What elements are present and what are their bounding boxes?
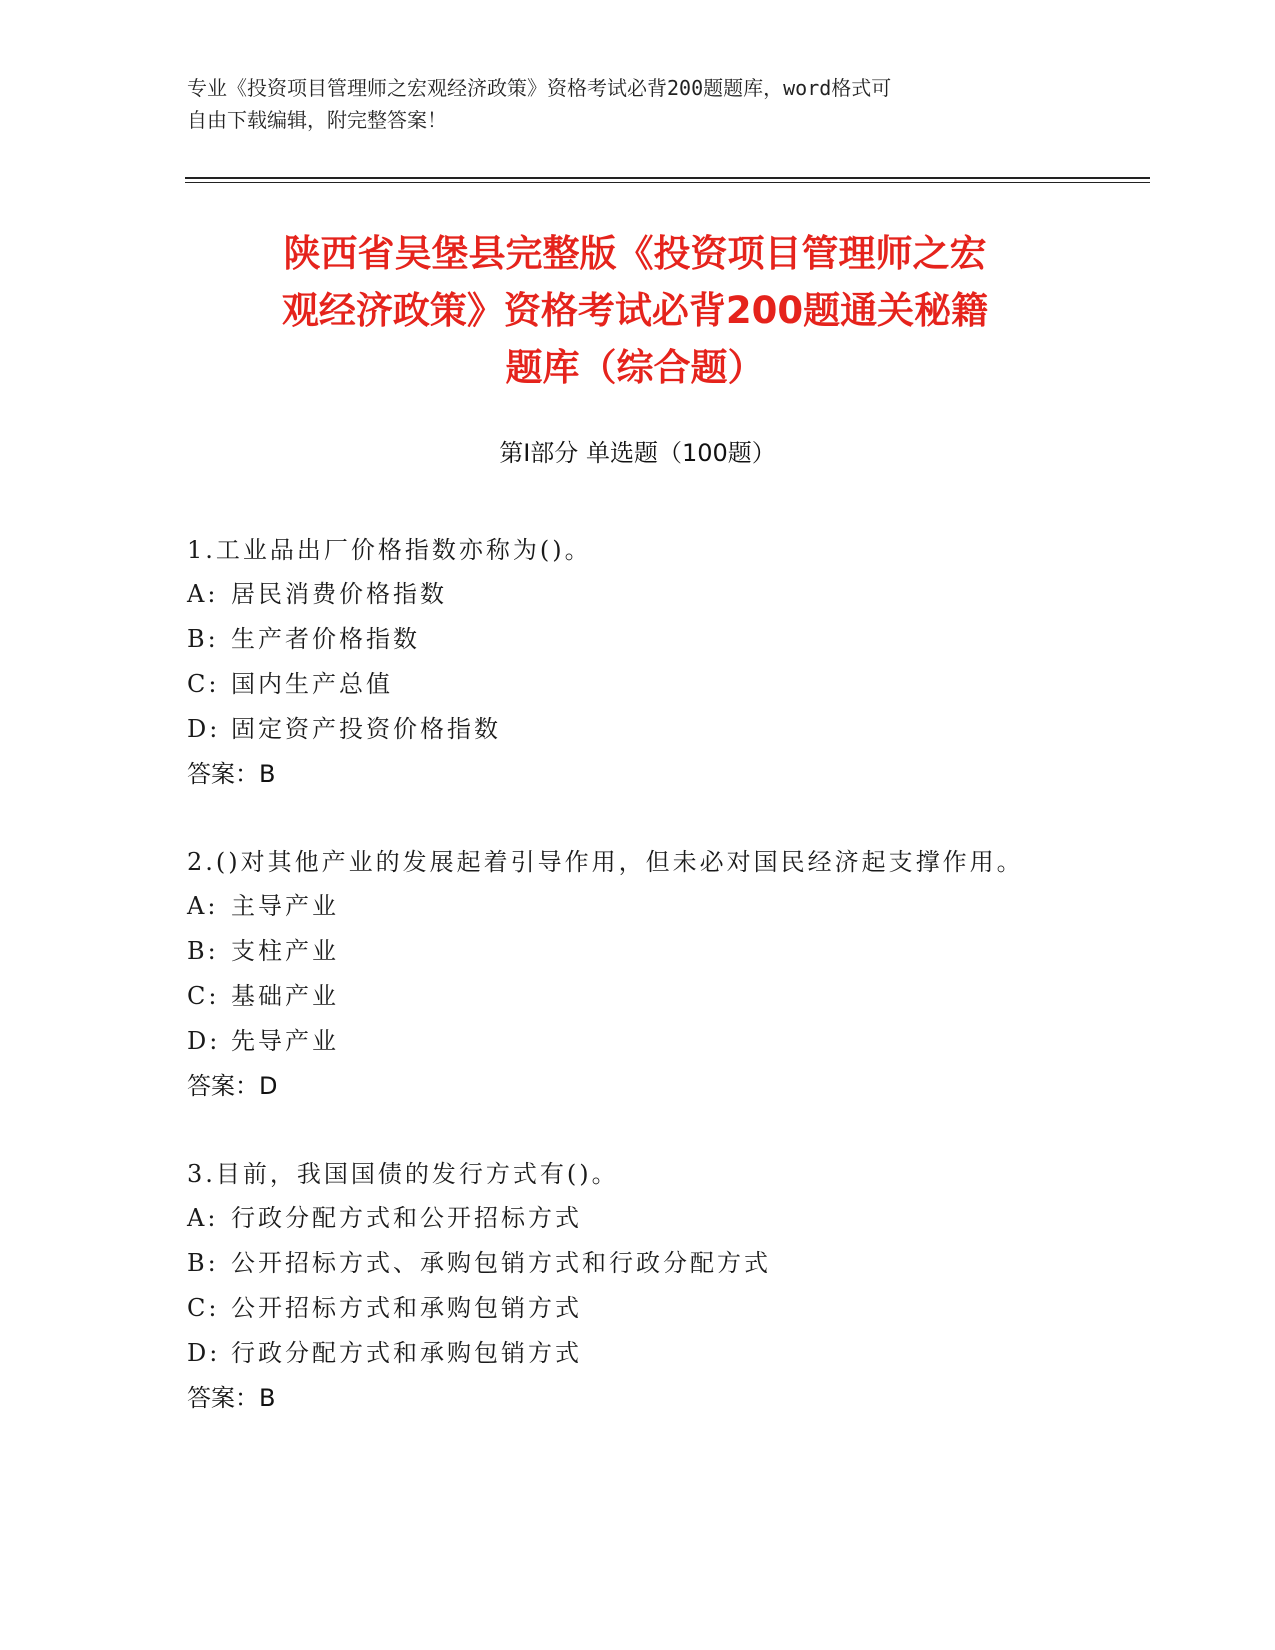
option-key: A: [187, 1204, 219, 1232]
option-key: D: [187, 1339, 221, 1367]
answer-line: 答案：D [187, 1072, 278, 1100]
header-note [187, 72, 1087, 136]
option-text: 公开招标方式和承购包销方式 [231, 1294, 582, 1322]
document-title-line-2: 观经济政策》资格考试必背200题通关秘籍 [281, 289, 989, 332]
option-text: 支柱产业 [231, 937, 339, 965]
option-key: A: [187, 580, 219, 608]
option-key: C: [187, 982, 220, 1010]
option-text: 先导产业 [231, 1027, 339, 1055]
option-a [187, 1196, 1087, 1241]
document-title-line-3: 题库（综合题） [505, 346, 765, 389]
option-text: 生产者价格指数 [231, 625, 420, 653]
option-text: 基础产业 [231, 982, 339, 1010]
option-key: D: [187, 715, 221, 743]
option-a [187, 884, 1087, 929]
option-d [187, 1019, 1087, 1064]
option-key: B: [187, 625, 219, 653]
question-3 [187, 1152, 1087, 1420]
question-2 [187, 840, 1087, 1108]
question-stem: 3.目前，我国国债的发行方式有()。 [187, 1160, 619, 1188]
option-b [187, 929, 1087, 974]
option-d [187, 1331, 1087, 1376]
option-text: 居民消费价格指数 [231, 580, 447, 608]
option-text: 主导产业 [231, 892, 339, 920]
option-key: B: [187, 937, 219, 965]
header-divider-thick [185, 177, 1150, 179]
option-key: B: [187, 1249, 219, 1277]
option-key: C: [187, 1294, 220, 1322]
header-divider-thin [185, 182, 1150, 183]
section-heading: 第Ⅰ部分 单选题（100题） [499, 439, 776, 467]
option-key: A: [187, 892, 219, 920]
question-list [187, 528, 1087, 1464]
option-key: D: [187, 1027, 221, 1055]
question-stem: 2.()对其他产业的发展起着引导作用，但未必对国民经济起支撑作用。 [187, 848, 1024, 876]
header-note-line-1: 专业《投资项目管理师之宏观经济政策》资格考试必背200题题库，word格式可 [187, 76, 892, 100]
question-1 [187, 528, 1087, 796]
document-title [185, 225, 1085, 396]
question-stem: 1.工业品出厂价格指数亦称为()。 [187, 536, 592, 564]
answer-line: 答案：B [187, 760, 276, 788]
option-key: C: [187, 670, 220, 698]
option-text: 公开招标方式、承购包销方式和行政分配方式 [231, 1249, 771, 1277]
option-c [187, 1286, 1087, 1331]
option-d [187, 707, 1087, 752]
option-text: 国内生产总值 [231, 670, 393, 698]
option-text: 行政分配方式和公开招标方式 [231, 1204, 582, 1232]
header-note-line-2: 自由下载编辑，附完整答案！ [187, 108, 447, 132]
option-c [187, 662, 1087, 707]
option-a [187, 572, 1087, 617]
option-text: 固定资产投资价格指数 [231, 715, 501, 743]
answer-line: 答案：B [187, 1384, 276, 1412]
document-title-line-1: 陕西省吴堡县完整版《投资项目管理师之宏 [283, 232, 987, 275]
option-b [187, 617, 1087, 662]
option-text: 行政分配方式和承购包销方式 [231, 1339, 582, 1367]
option-b [187, 1241, 1087, 1286]
option-c [187, 974, 1087, 1019]
